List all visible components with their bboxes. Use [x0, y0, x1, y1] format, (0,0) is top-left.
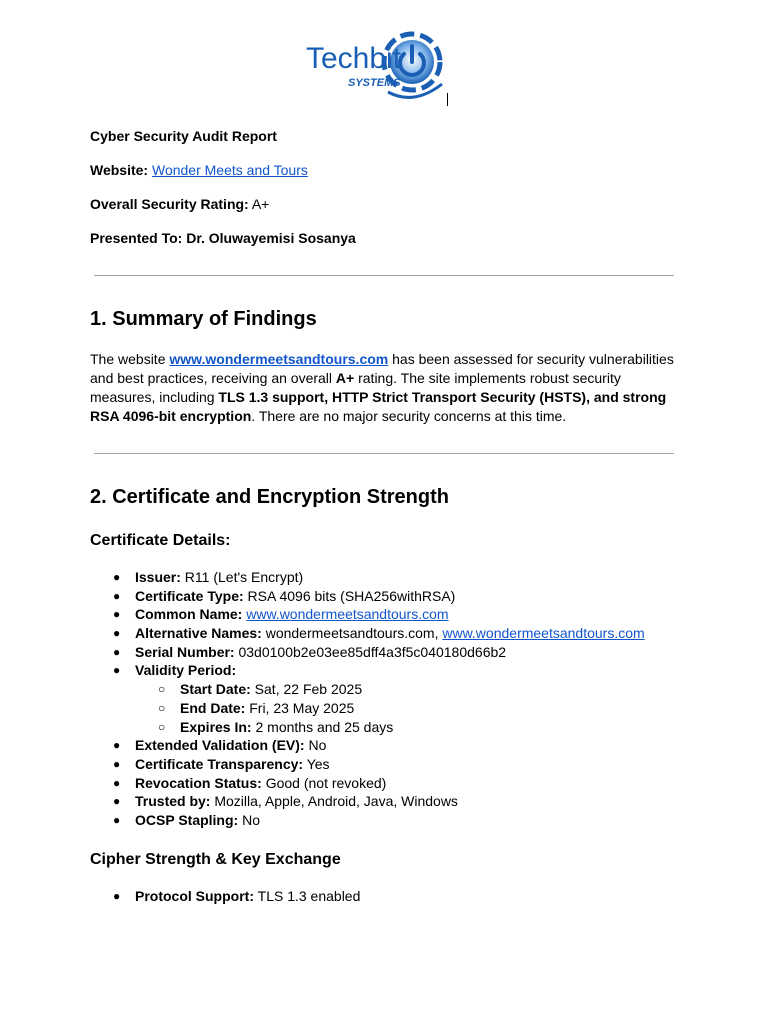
item-label: Protocol Support:	[135, 888, 254, 904]
item-value: Sat, 22 Feb 2025	[250, 681, 363, 698]
rating-line	[90, 196, 678, 212]
item-value: 2 months and 25 days	[251, 718, 394, 735]
bullet-icon: ●	[113, 607, 121, 622]
certificate-details-heading: Certificate Details:	[90, 532, 231, 549]
techbit-logo	[304, 26, 454, 106]
item-value: Fri, 23 May 2025	[245, 699, 355, 716]
summary-text-3: rating. The site implements robust security measures, including	[90, 370, 621, 405]
item-label: Issuer:	[135, 569, 181, 585]
list-item	[90, 736, 645, 755]
item-value: RSA 4096 bits (SHA256withRSA)	[243, 587, 456, 604]
summary-text-4: . There are no major security concerns at this time.	[251, 408, 567, 424]
rating-label: Overall Security Rating:	[90, 196, 249, 212]
list-item	[90, 811, 645, 830]
techbit-logo-graphic	[304, 26, 454, 106]
divider	[94, 453, 674, 454]
summary-text-1: The website	[90, 351, 170, 367]
cipher-strength-heading: Cipher Strength & Key Exchange	[90, 851, 341, 868]
sub-bullet-icon: ○	[158, 682, 166, 697]
logo-subtext: SYSTEMS	[348, 77, 401, 89]
item-value: TLS 1.3 enabled	[254, 888, 361, 904]
list-item	[90, 661, 645, 680]
bullet-icon: ●	[113, 663, 121, 678]
cipher-strength-list	[90, 887, 360, 906]
list-item	[90, 624, 645, 643]
website-link[interactable]: Wonder Meets and Tours	[151, 162, 308, 178]
section2-heading: 2. Certificate and Encryption Strength	[90, 486, 449, 508]
item-label: Extended Validation (EV):	[135, 737, 305, 754]
list-item	[90, 605, 645, 624]
website-label: Website:	[90, 162, 149, 178]
list-item	[90, 792, 645, 811]
item-label: Expires In:	[180, 718, 252, 735]
bullet-icon: ●	[113, 626, 121, 641]
summary-measures: TLS 1.3 support, HTTP Strict Transport Security (HSTS), and strong RSA 4096-bit encryption	[90, 389, 667, 424]
list-item	[90, 568, 645, 587]
bullet-icon: ●	[113, 812, 121, 827]
summary-text-2: has been assessed for security vulnerabilities and best practices, receiving an overall	[90, 351, 674, 386]
sub-bullet-icon: ○	[158, 719, 166, 734]
bullet-icon: ●	[113, 794, 121, 809]
item-label: Common Name:	[135, 606, 243, 623]
bullet-icon: ●	[113, 889, 121, 903]
item-value: 03d0100b2e03ee85dff4a3f5c040180d66b2	[234, 643, 507, 660]
bullet-icon: ●	[113, 644, 121, 659]
presented-to: Presented To: Dr. Oluwayemisi Sosanya	[90, 230, 356, 246]
report-title: Cyber Security Audit Report	[90, 128, 277, 144]
item-label: Alternative Names:	[135, 625, 262, 642]
divider	[94, 275, 674, 276]
list-item	[90, 718, 645, 737]
item-label: Start Date:	[180, 681, 251, 698]
website-line	[90, 162, 678, 178]
item-value: Mozilla, Apple, Android, Java, Windows	[210, 793, 458, 810]
list-item	[90, 680, 645, 699]
list-item	[90, 755, 645, 774]
item-label: Certificate Type:	[135, 587, 244, 604]
bullet-icon: ●	[113, 588, 121, 603]
item-value: R11 (Let's Encrypt)	[180, 569, 304, 585]
item-label: Trusted by:	[135, 793, 211, 810]
item-value: Good (not revoked)	[261, 774, 387, 791]
summary-website-link[interactable]: www.wondermeetsandtours.com	[169, 351, 389, 367]
item-label: Serial Number:	[135, 643, 235, 660]
list-item	[90, 774, 645, 793]
item-value: No	[304, 737, 327, 754]
certificate-details-list	[90, 568, 645, 830]
rating-value: A+	[251, 196, 270, 212]
bullet-icon: ●	[113, 756, 121, 771]
section1-heading: 1. Summary of Findings	[90, 308, 317, 330]
alternative-name-link[interactable]: www.wondermeetsandtours.com	[442, 625, 645, 642]
bullet-icon: ●	[113, 738, 121, 753]
item-label: End Date:	[180, 699, 246, 716]
item-label: OCSP Stapling:	[135, 811, 239, 828]
item-label: Revocation Status:	[135, 774, 262, 791]
item-value: No	[238, 811, 260, 828]
bullet-icon: ●	[113, 570, 121, 584]
item-value: Yes	[303, 755, 330, 772]
item-label: Validity Period:	[135, 662, 237, 679]
list-item	[90, 699, 645, 718]
summary-paragraph	[90, 350, 680, 426]
common-name-link[interactable]: www.wondermeetsandtours.com	[246, 606, 449, 623]
item-label: Certificate Transparency:	[135, 755, 304, 772]
list-item	[90, 587, 645, 606]
list-item	[90, 643, 645, 662]
sub-bullet-icon: ○	[158, 700, 166, 715]
summary-rating: A+	[335, 370, 355, 386]
text-cursor	[447, 93, 448, 106]
item-value: wondermeetsandtours.com,	[261, 625, 443, 642]
list-item	[90, 887, 360, 906]
bullet-icon: ●	[113, 775, 121, 790]
logo-text: Techbit	[306, 42, 402, 75]
